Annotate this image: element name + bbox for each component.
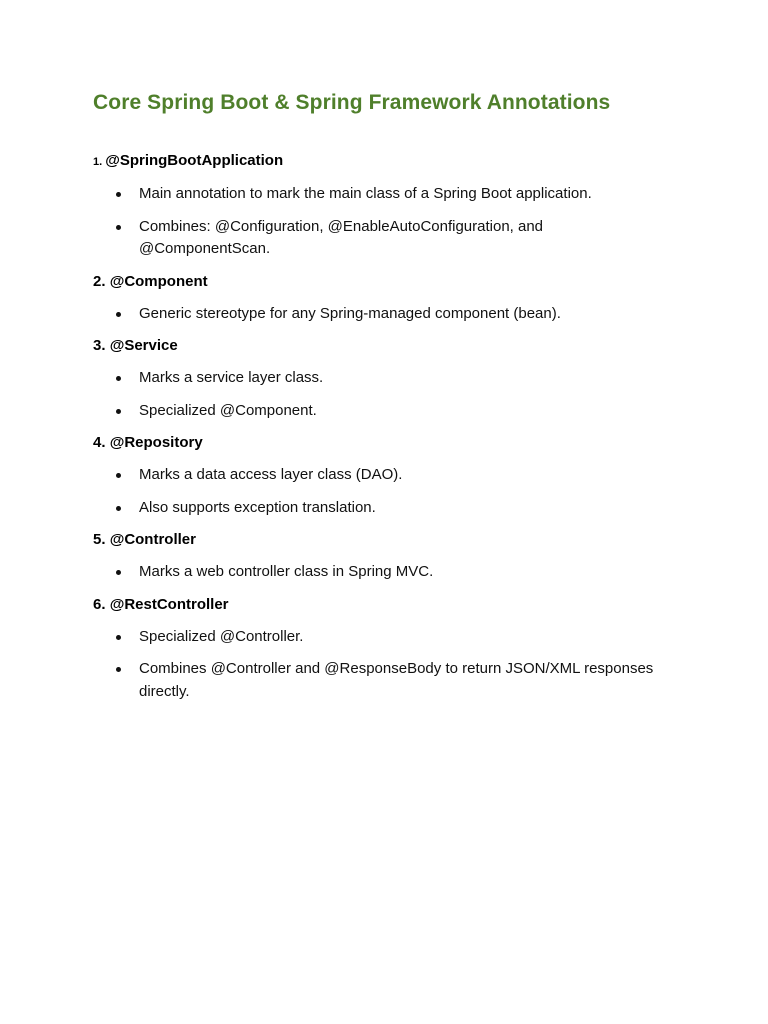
bullet-icon: [116, 570, 121, 575]
section-repository: [93, 432, 673, 519]
list-item-text: Also supports exception translation.: [139, 498, 376, 516]
section-number: 1.: [93, 156, 103, 168]
list-item: [93, 561, 673, 584]
section-number: 3.: [93, 337, 106, 354]
list-item-text: Combines @Controller and @ResponseBody to return JSON/XML responses directly.: [139, 660, 654, 700]
section-number: 6.: [93, 595, 106, 613]
section-number: 2.: [93, 272, 106, 290]
list-item: [93, 626, 673, 649]
bullet-list: [93, 626, 673, 704]
document-title: Core Spring Boot & Spring Framework Annotations: [93, 91, 611, 114]
section-name: @Service: [109, 337, 178, 354]
section-heading: [93, 335, 673, 357]
bullet-icon: [116, 376, 121, 381]
list-item: [93, 183, 673, 206]
list-item: [93, 497, 673, 520]
bullet-icon: [116, 312, 121, 317]
bullet-icon: [116, 225, 121, 230]
section-service: [93, 335, 673, 422]
section-heading: [93, 150, 673, 173]
bullet-icon: [116, 667, 121, 672]
document-page: [93, 88, 673, 713]
section-heading: [93, 594, 673, 616]
section-component: [93, 271, 673, 326]
section-name: @Controller: [109, 531, 196, 548]
list-item-text: Marks a web controller class in Spring MVC.: [139, 563, 434, 580]
section-heading: [93, 432, 673, 454]
bullet-list: [93, 464, 673, 519]
list-item-text: Specialized @Controller.: [139, 627, 304, 645]
list-item: [93, 464, 673, 487]
bullet-list: [93, 561, 673, 584]
list-item-text: Generic stereotype for any Spring-managed component (bean).: [139, 304, 561, 322]
bullet-list: [93, 367, 673, 422]
bullet-icon: [116, 635, 121, 640]
section-springbootapplication: [93, 150, 673, 261]
section-name: @SpringBootApplication: [105, 152, 284, 169]
section-controller: [93, 529, 673, 584]
list-item-text: Marks a service layer class.: [139, 369, 324, 386]
section-name: @Component: [109, 272, 208, 290]
list-item: [93, 658, 673, 703]
section-number: 4.: [93, 434, 106, 451]
bullet-icon: [116, 192, 121, 197]
section-heading: [93, 529, 673, 551]
bullet-icon: [116, 506, 121, 511]
bullet-list: [93, 183, 673, 261]
list-item-text: Combines: @Configuration, @EnableAutoConfiguration, and @ComponentScan.: [139, 217, 544, 257]
bullet-icon: [116, 409, 121, 414]
list-item-text: Specialized @Component.: [139, 401, 317, 419]
section-heading: [93, 271, 673, 293]
list-item: [93, 367, 673, 390]
section-number: 5.: [93, 531, 106, 548]
section-name: @RestController: [109, 595, 229, 613]
list-item: [93, 303, 673, 326]
list-item: [93, 400, 673, 423]
list-item-text: Main annotation to mark the main class of a Spring Boot application.: [139, 185, 592, 202]
bullet-icon: [116, 473, 121, 478]
section-name: @Repository: [109, 434, 203, 451]
list-item-text: Marks a data access layer class (DAO).: [139, 466, 403, 483]
section-restcontroller: [93, 594, 673, 704]
list-item: [93, 216, 673, 261]
bullet-list: [93, 303, 673, 326]
